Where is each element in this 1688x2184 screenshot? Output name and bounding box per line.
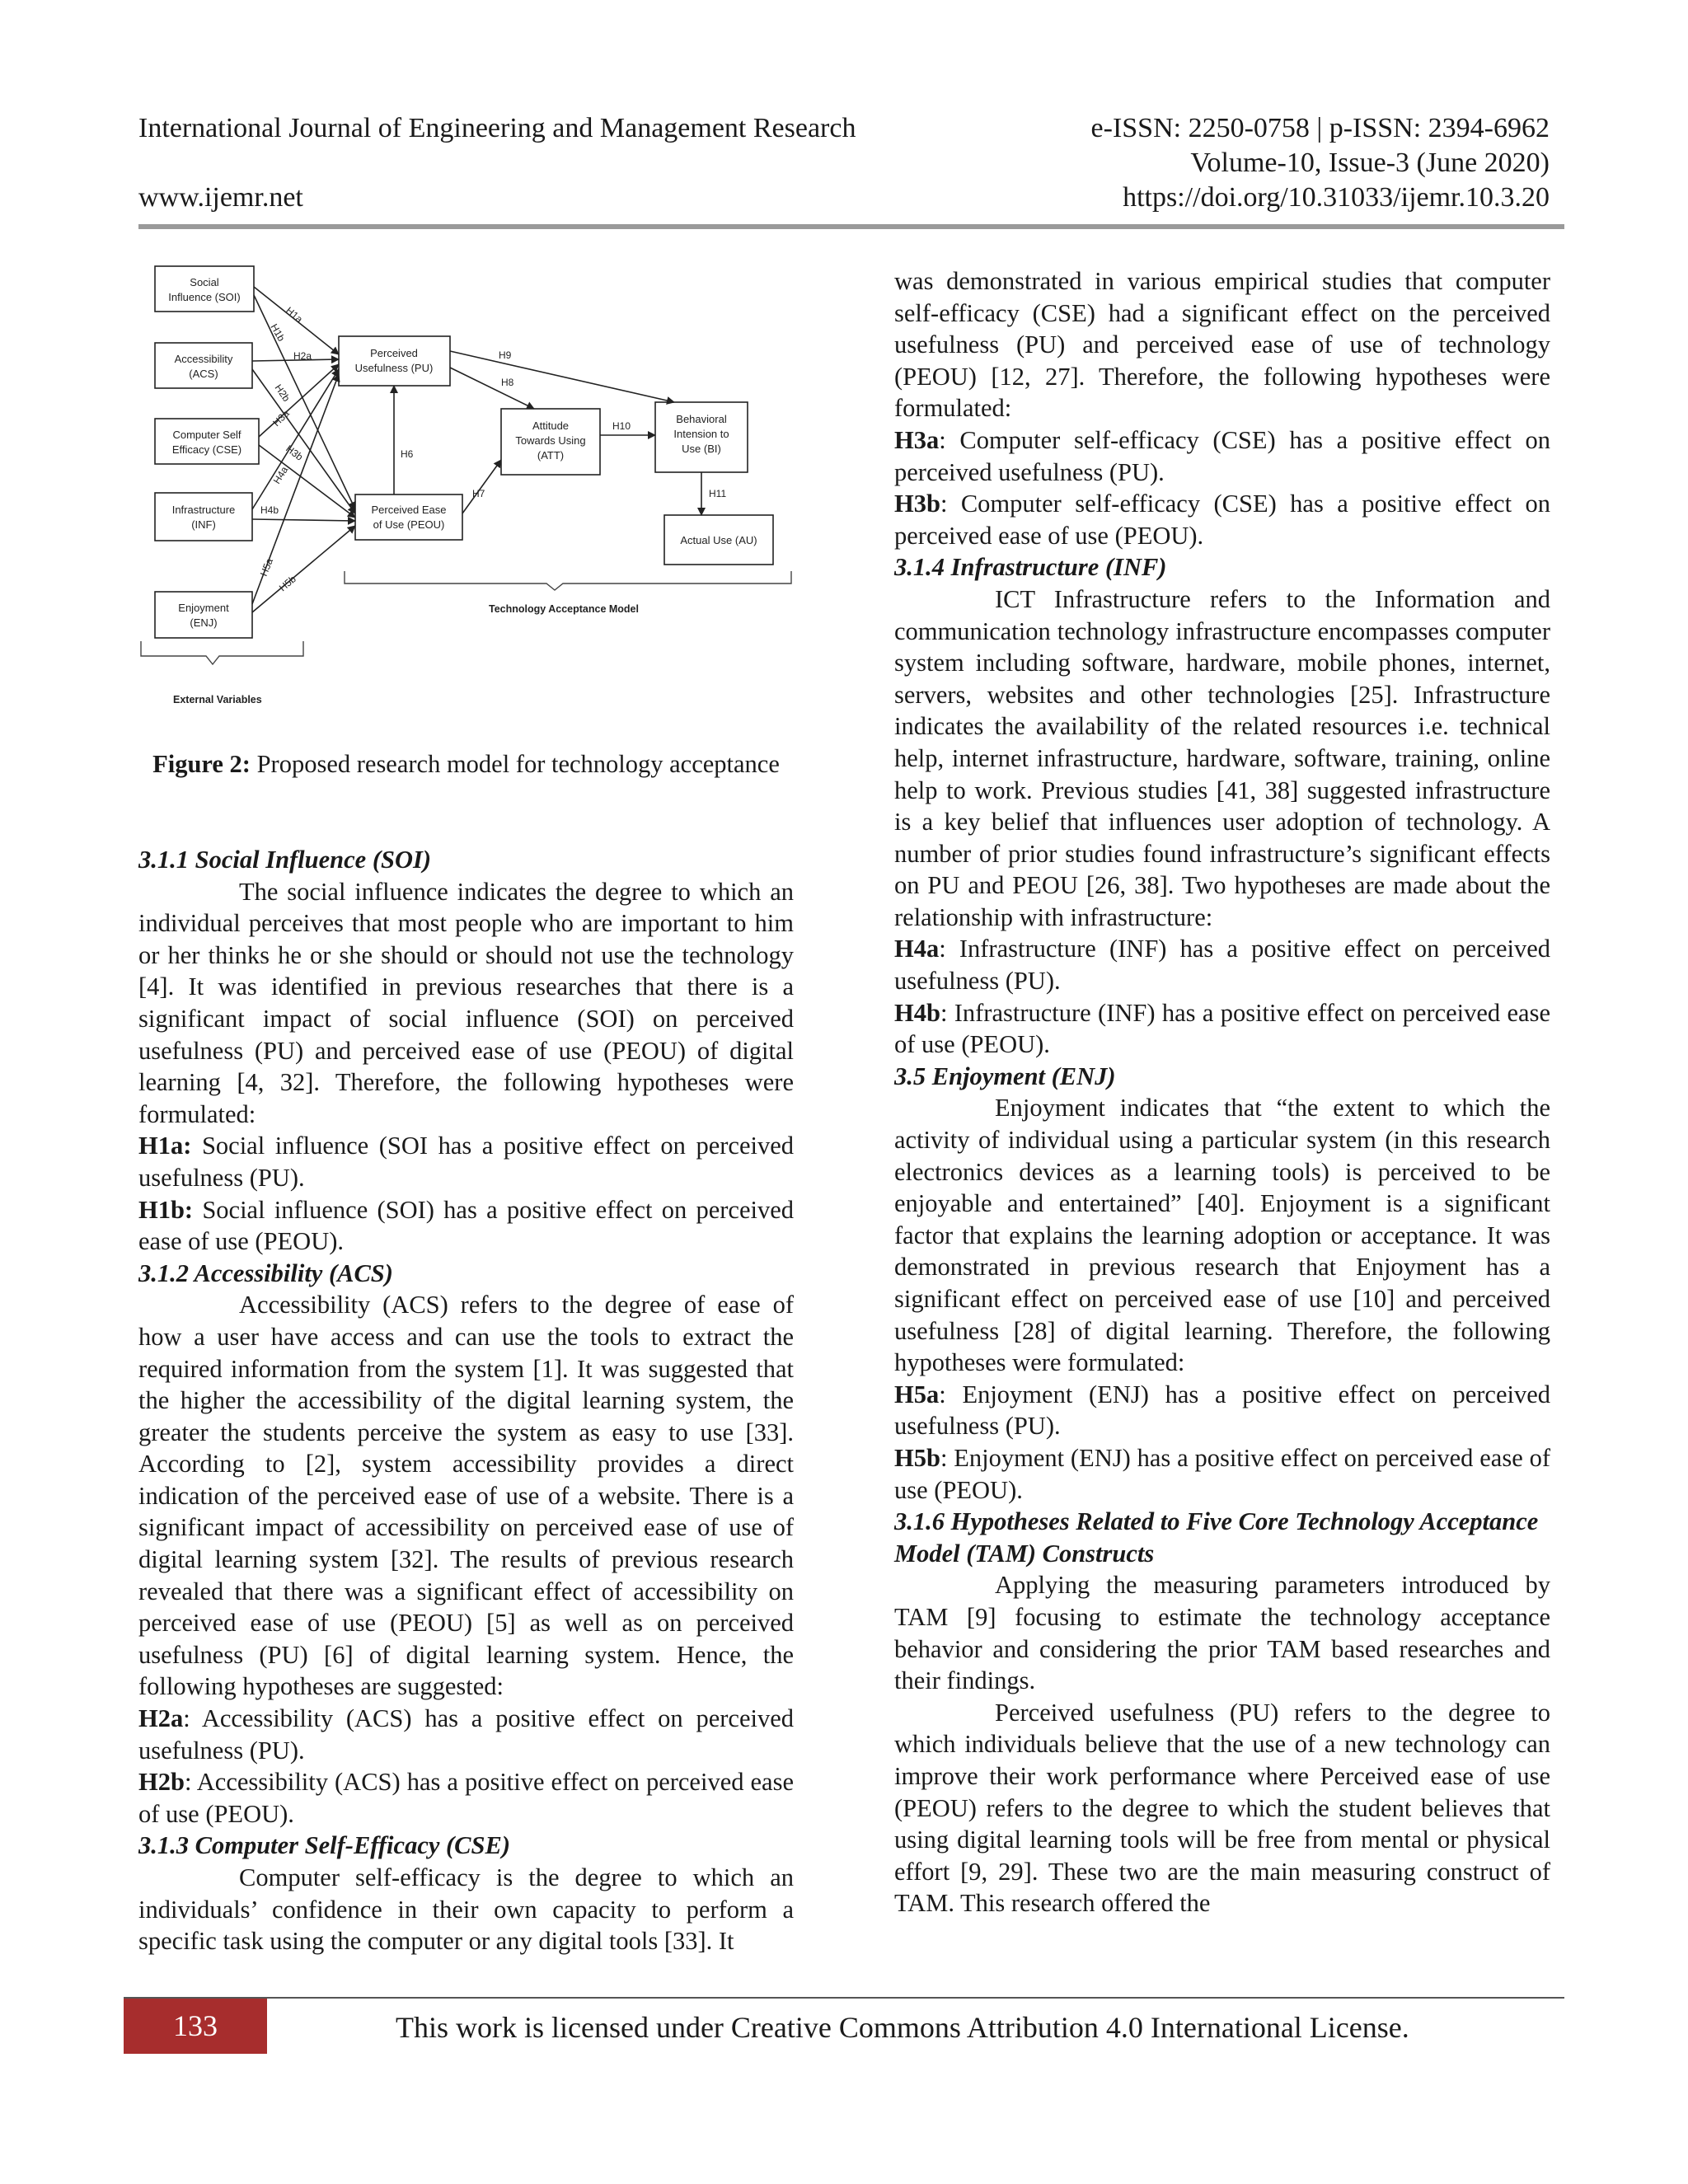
box-bi-line3: Use (BI) xyxy=(682,443,721,455)
box-att-line3: (ATT) xyxy=(537,449,565,462)
box-pu xyxy=(339,336,450,386)
path-h2a: H2a xyxy=(293,350,312,362)
hyp-text: Social influence (SOI has a positive effect on perceived usefulness (PU). xyxy=(138,1132,794,1192)
path-h7: H7 xyxy=(472,488,485,499)
path-h4a: H4a xyxy=(270,464,291,486)
path-h3b: H3b xyxy=(284,443,306,463)
path-h3a: H3a xyxy=(270,407,292,429)
figure-caption xyxy=(138,748,794,780)
hypothesis-h2b xyxy=(138,1766,794,1830)
external-bracket xyxy=(141,641,303,664)
hyp-text: : Enjoyment (ENJ) has a positive effect on perceived usefulness (PU). xyxy=(894,1380,1550,1441)
hypothesis-h3a xyxy=(894,424,1550,488)
arrow-h9 xyxy=(450,351,674,402)
heading-infrastructure: 3.1.4 Infrastructure (INF) xyxy=(894,553,1167,582)
path-h6: H6 xyxy=(401,448,414,460)
hyp-text: Social influence (SOI) has a positive effect on perceived ease of use (PEOU). xyxy=(138,1195,794,1256)
box-cse-line1: Computer Self xyxy=(172,429,241,441)
box-acs-line1: Accessibility xyxy=(174,353,233,365)
hyp-text: : Accessibility (ACS) has a positive effect on perceived ease of use (PEOU). xyxy=(138,1768,794,1828)
box-cse-line2: Efficacy (CSE) xyxy=(171,443,242,456)
paragraph-enjoyment: Enjoyment indicates that “the extent to which the activity of individual using a particular system (in this research electronics devices as a learning tools) is perceived to be enjoyable and entertained” [40]. Enjoyment is a significant factor that explains the learning adoption or acceptance. It was demonstrated in previous research that Enjoyment has a significant effect on perceived ease of use [10] and perceived usefulness [28] of digital learning. Therefore, the following hypotheses were formulated: xyxy=(894,1094,1550,1377)
box-peou-line2: of Use (PEOU) xyxy=(373,518,445,531)
box-pu-line1: Perceived xyxy=(370,347,418,359)
box-au-line1: Actual Use (AU) xyxy=(680,534,757,546)
page-number: 133 xyxy=(124,1999,267,2054)
paragraph-pu-peou: Perceived usefulness (PU) refers to the degree to which individuals believe that the use of a new technology can improve their work performance where Perceived ease of use (PEOU) refers to the degree to which the student believes that using digital learning tools will be free from mental or physical effort [9, 29]. These two are the main measuring construct of TAM. This research offered the xyxy=(894,1698,1550,1918)
paragraph-infrastructure: ICT Infrastructure refers to the Information and communication technology infrastructure encompasses computer system including software, hardware, mobile phones, internet, servers, websites and other technologies [25]. Infrastructure indicates the availability of the related resources i.e. technical help, internet infrastructure, hardware, software, training, online help to work. Previous studies [41, 38] suggested infrastructure is a key belief that influences user adoption of technology. A number of prior studies found infrastructure’s significant effects on PU and PEOU [26, 38]. Two hypotheses are made about the relationship with infrastructure: xyxy=(894,584,1550,931)
paragraph-cse-continued: was demonstrated in various empirical studies that computer self-efficacy (CSE) had a significant effect on the perceived usefulness (PU) and perceived ease of use of technology (PEOU) [12, 27]. Therefore, the following hypotheses were formulated: xyxy=(894,267,1550,423)
box-enj xyxy=(155,592,252,638)
tam-label: Technology Acceptance Model xyxy=(489,603,639,615)
heading-accessibility: 3.1.2 Accessibility (ACS) xyxy=(138,1258,393,1287)
paragraph-social-influence: The social influence indicates the degree to which an individual perceives that most people who are important to him or her thinks he or she should or should not use the technology [4]. It was identified in previous researches that there is a significant impact of social influence (SOI) on perceived usefulness (PU) and perceived ease of use (PEOU) of digital learning [4, 32]. Therefore, the following hypotheses were formulated: xyxy=(138,877,794,1128)
path-h11: H11 xyxy=(709,488,727,499)
hyp-label: H4a xyxy=(894,935,940,963)
hyp-label: H2a xyxy=(138,1704,184,1733)
volume-line: Volume-10, Issue-3 (June 2020) xyxy=(1190,148,1550,178)
box-soi xyxy=(155,266,254,312)
paragraph-computer-self-efficacy: Computer self-efficacy is the degree to which an individuals’ confidence in their own capacity to perform a specific task using the computer or any digital tools [33]. It xyxy=(138,1863,794,1956)
box-att-line2: Towards Using xyxy=(515,434,586,447)
box-acs xyxy=(155,343,252,388)
hyp-label: H3a xyxy=(894,425,940,454)
header-divider xyxy=(138,224,1564,229)
heading-computer-self-efficacy: 3.1.3 Computer Self-Efficacy (CSE) xyxy=(138,1831,510,1860)
tam-bracket xyxy=(345,571,791,590)
path-h9: H9 xyxy=(499,349,512,361)
arrow-h4b xyxy=(252,519,355,521)
external-label: External Variables xyxy=(173,694,262,705)
box-bi-line1: Behavioral xyxy=(676,413,727,425)
box-enj-line1: Enjoyment xyxy=(178,602,229,614)
footer-divider xyxy=(124,1997,1564,1999)
hyp-text: : Infrastructure (INF) has a positive effect on perceived usefulness (PU). xyxy=(894,935,1550,996)
research-model-figure xyxy=(138,262,798,719)
box-enj-line2: (ENJ) xyxy=(190,616,218,629)
box-acs-line2: (ACS) xyxy=(189,368,218,380)
right-column xyxy=(894,265,1550,1919)
left-column xyxy=(138,844,794,1957)
hypothesis-h2a xyxy=(138,1703,794,1766)
hyp-label: H1a: xyxy=(138,1132,192,1160)
heading-social-influence: 3.1.1 Social Influence (SOI) xyxy=(138,846,431,874)
paragraph-accessibility: Accessibility (ACS) refers to the degree of ease of how a user have access and can use the tools to extract the required information from the system [1]. It was suggested that the higher the accessibility of the digital learning system, the greater the students perceive the system as easy to use [33]. According to [2], system accessibility provides a direct indication of the perceived ease of use of a website. There is a significant impact of accessibility on perceived ease of use of digital learning system [32]. The results of previous research revealed that there was a significant effect of accessibility on perceived ease of use (PEOU) [5] as well as on perceived usefulness (PU) [6] of digital learning system. Hence, the following hypotheses are suggested: xyxy=(138,1291,794,1701)
box-cse xyxy=(155,419,259,464)
doi-link[interactable]: https://doi.org/10.31033/ijemr.10.3.20 xyxy=(1123,182,1550,213)
figure-caption-label: Figure 2: xyxy=(152,750,251,778)
box-att-line1: Attitude xyxy=(532,419,570,432)
box-inf-line2: (INF) xyxy=(191,518,216,531)
hypothesis-h1b xyxy=(138,1194,794,1258)
path-h8: H8 xyxy=(501,377,514,388)
hyp-text: : Computer self-efficacy (CSE) has a positive effect on perceived usefulness (PU). xyxy=(894,425,1550,486)
box-peou xyxy=(355,494,462,540)
hyp-label: H3b xyxy=(894,490,940,518)
path-h5b: H5b xyxy=(276,573,298,594)
box-pu-line2: Usefulness (PU) xyxy=(354,362,434,374)
box-inf-line1: Infrastructure xyxy=(171,504,236,516)
arrow-h3a xyxy=(259,364,339,437)
path-h1a: H1a xyxy=(284,304,305,326)
header-right xyxy=(1091,111,1550,215)
header-left xyxy=(138,111,856,215)
hyp-text: : Computer self-efficacy (CSE) has a positive effect on perceived ease of use (PEOU). xyxy=(894,490,1550,550)
hypothesis-h5b xyxy=(894,1442,1550,1506)
hyp-label: H5a xyxy=(894,1380,940,1408)
heading-tam-hypotheses: 3.1.6 Hypotheses Related to Five Core Technology Acceptance Model (TAM) Constructs xyxy=(894,1507,1539,1568)
path-h10: H10 xyxy=(612,420,631,432)
journal-website[interactable]: www.ijemr.net xyxy=(138,182,303,213)
hyp-label: H5b xyxy=(894,1443,940,1472)
journal-title: International Journal of Engineering and Management Research xyxy=(138,113,856,143)
hyp-label: H1b: xyxy=(138,1195,194,1224)
arrow-h2b xyxy=(252,369,355,513)
hypothesis-h5a xyxy=(894,1379,1550,1442)
box-peou-line1: Perceived Ease xyxy=(371,504,447,516)
hypothesis-h4b xyxy=(894,997,1550,1061)
license-text: This work is licensed under Creative Commons Attribution 4.0 International License. xyxy=(396,2011,1409,2044)
hyp-label: H4b xyxy=(894,998,940,1027)
issn-line: e-ISSN: 2250-0758 | p-ISSN: 2394-6962 xyxy=(1090,113,1550,143)
arrow-h8 xyxy=(450,368,534,409)
hyp-text: : Enjoyment (ENJ) has a positive effect on perceived ease of use (PEOU). xyxy=(894,1443,1550,1504)
box-inf xyxy=(155,493,252,541)
hyp-label: H2b xyxy=(138,1768,185,1797)
arrow-h7 xyxy=(462,460,501,513)
hypothesis-h1a xyxy=(138,1130,794,1193)
heading-enjoyment: 3.5 Enjoyment (ENJ) xyxy=(894,1062,1116,1090)
hypothesis-h4a xyxy=(894,933,1550,996)
hyp-text: : Accessibility (ACS) has a positive effect on perceived usefulness (PU). xyxy=(138,1704,794,1765)
box-bi-line2: Intension to xyxy=(673,428,729,440)
path-h1b: H1b xyxy=(268,321,288,344)
box-soi-line1: Social xyxy=(190,276,219,288)
path-h4b: H4b xyxy=(260,504,279,516)
path-h2b: H2b xyxy=(272,382,293,404)
hyp-text: : Infrastructure (INF) has a positive effect on perceived ease of use (PEOU). xyxy=(894,998,1550,1059)
box-soi-line2: Influence (SOI) xyxy=(168,291,241,303)
paragraph-tam-intro: Applying the measuring parameters introduced by TAM [9] focusing to estimate the technology acceptance behavior and considering the prior TAM based researches and their findings. xyxy=(894,1571,1550,1695)
hypothesis-h3b xyxy=(894,488,1550,551)
figure-caption-text: Proposed research model for technology acceptance xyxy=(250,750,780,778)
path-h5a: H5a xyxy=(257,556,276,579)
